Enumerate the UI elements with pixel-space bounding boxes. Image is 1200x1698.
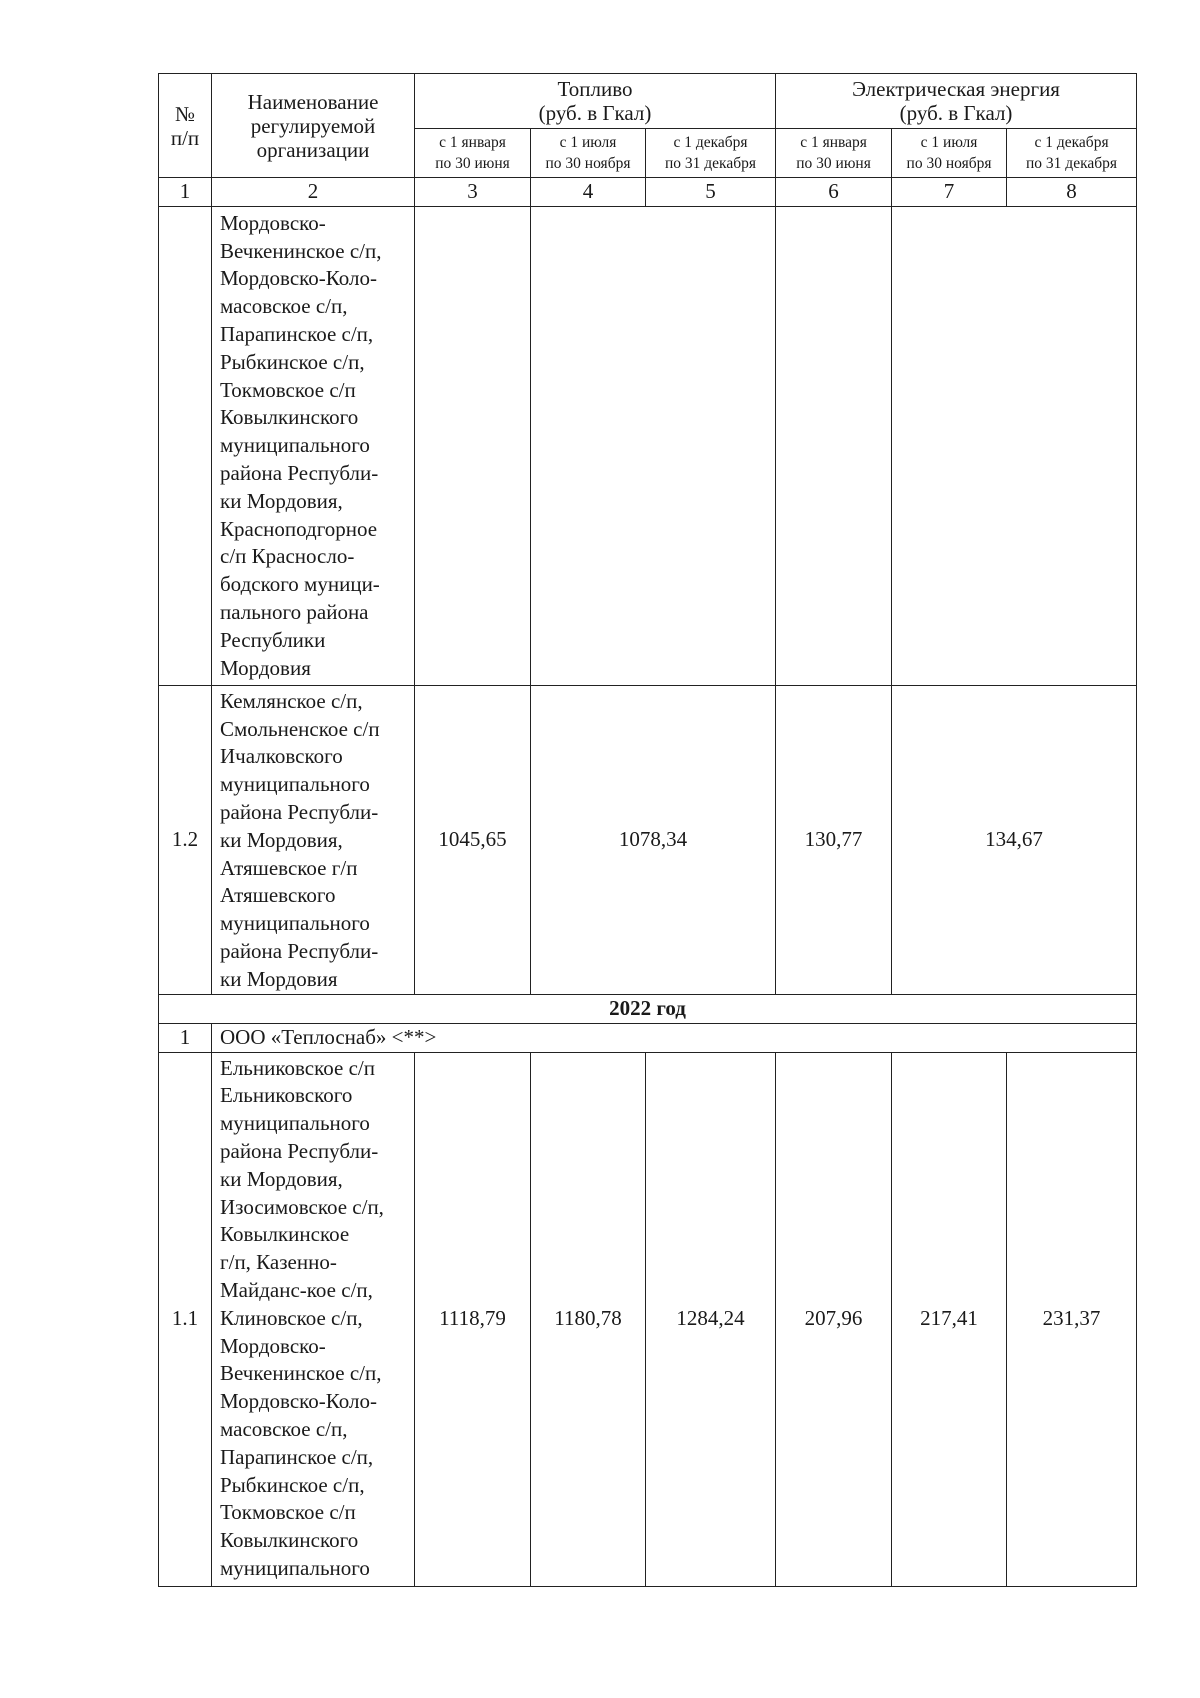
index-cell: 1 [159, 178, 212, 207]
header-fuel-period-1: с 1 января по 30 июня [415, 129, 531, 178]
value-cell: 130,77 [776, 685, 892, 994]
value-cell: 231,37 [1007, 1052, 1137, 1586]
index-cell: 5 [646, 178, 776, 207]
row-num: 1 [159, 1023, 212, 1052]
value-cell: 134,67 [892, 685, 1137, 994]
value-cell: 207,96 [776, 1052, 892, 1586]
table-row [159, 1052, 1137, 1586]
index-cell: 6 [776, 178, 892, 207]
table-row [159, 206, 1137, 685]
value-cell [531, 206, 776, 685]
value-cell [892, 206, 1137, 685]
tariff-table [158, 73, 1137, 1587]
value-cell: 1118,79 [415, 1052, 531, 1586]
header-fuel-period-2: с 1 июля по 30 ноября [531, 129, 646, 178]
row-num: 1.1 [159, 1052, 212, 1586]
header-fuel-period-3: с 1 декабря по 31 декабря [646, 129, 776, 178]
org-area-name: Мордовско- Вечкенинское с/п, Мордовско-Коло- масовское с/п, Парапинское с/п, Рыбкинское с/п, Токмовское с/п Ковылкинского муниципального района Республи- ки Мордовия, Краснoподгорное с/п Краснослo- бодского муници- пального района Республики Мордовия [212, 206, 415, 685]
value-cell [415, 206, 531, 685]
index-cell: 8 [1007, 178, 1137, 207]
index-cell: 7 [892, 178, 1007, 207]
value-cell [776, 206, 892, 685]
header-index-row [159, 178, 1137, 207]
year-row [159, 994, 1137, 1023]
value-cell: 217,41 [892, 1052, 1007, 1586]
header-row-groups [159, 74, 1137, 129]
index-cell: 3 [415, 178, 531, 207]
org-row [159, 1023, 1137, 1052]
year-label: 2022 год [159, 994, 1137, 1023]
value-cell: 1284,24 [646, 1052, 776, 1586]
row-num: 1.2 [159, 685, 212, 994]
header-num: № п/п [159, 74, 212, 178]
org-area-name: Ельниковское с/п Ельниковского муниципального района Республи- ки Мордовия, Изосимовское с/п, Ковылкинское г/п, Казенно- Майданс-кое с/п, Клиновское с/п, Мордовско- Вечкенинское с/п, Мордовско-Коло- масовское с/п, Парапинское с/п, Рыбкинское с/п, Токмовское с/п Ковылкинского муниципального [212, 1052, 415, 1586]
header-electric: Электрическая энергия (руб. в Гкал) [776, 74, 1137, 129]
index-cell: 2 [212, 178, 415, 207]
header-name: Наименование регулируемой организации [212, 74, 415, 178]
header-electric-period-3: с 1 декабря по 31 декабря [1007, 129, 1137, 178]
org-area-name: Кемлянское с/п, Смольненское с/п Ичалковского муниципального района Республи- ки Мордовия, Атяшевское г/п Атяшевского муниципального района Республи- ки Мордовия [212, 685, 415, 994]
table-row [159, 685, 1137, 994]
value-cell: 1180,78 [531, 1052, 646, 1586]
value-cell: 1078,34 [531, 685, 776, 994]
header-fuel: Топливо (руб. в Гкал) [415, 74, 776, 129]
header-electric-period-1: с 1 января по 30 июня [776, 129, 892, 178]
org-name: ООО «Теплоснаб» <**> [212, 1023, 1137, 1052]
header-electric-period-2: с 1 июля по 30 ноября [892, 129, 1007, 178]
value-cell: 1045,65 [415, 685, 531, 994]
index-cell: 4 [531, 178, 646, 207]
row-num [159, 206, 212, 685]
